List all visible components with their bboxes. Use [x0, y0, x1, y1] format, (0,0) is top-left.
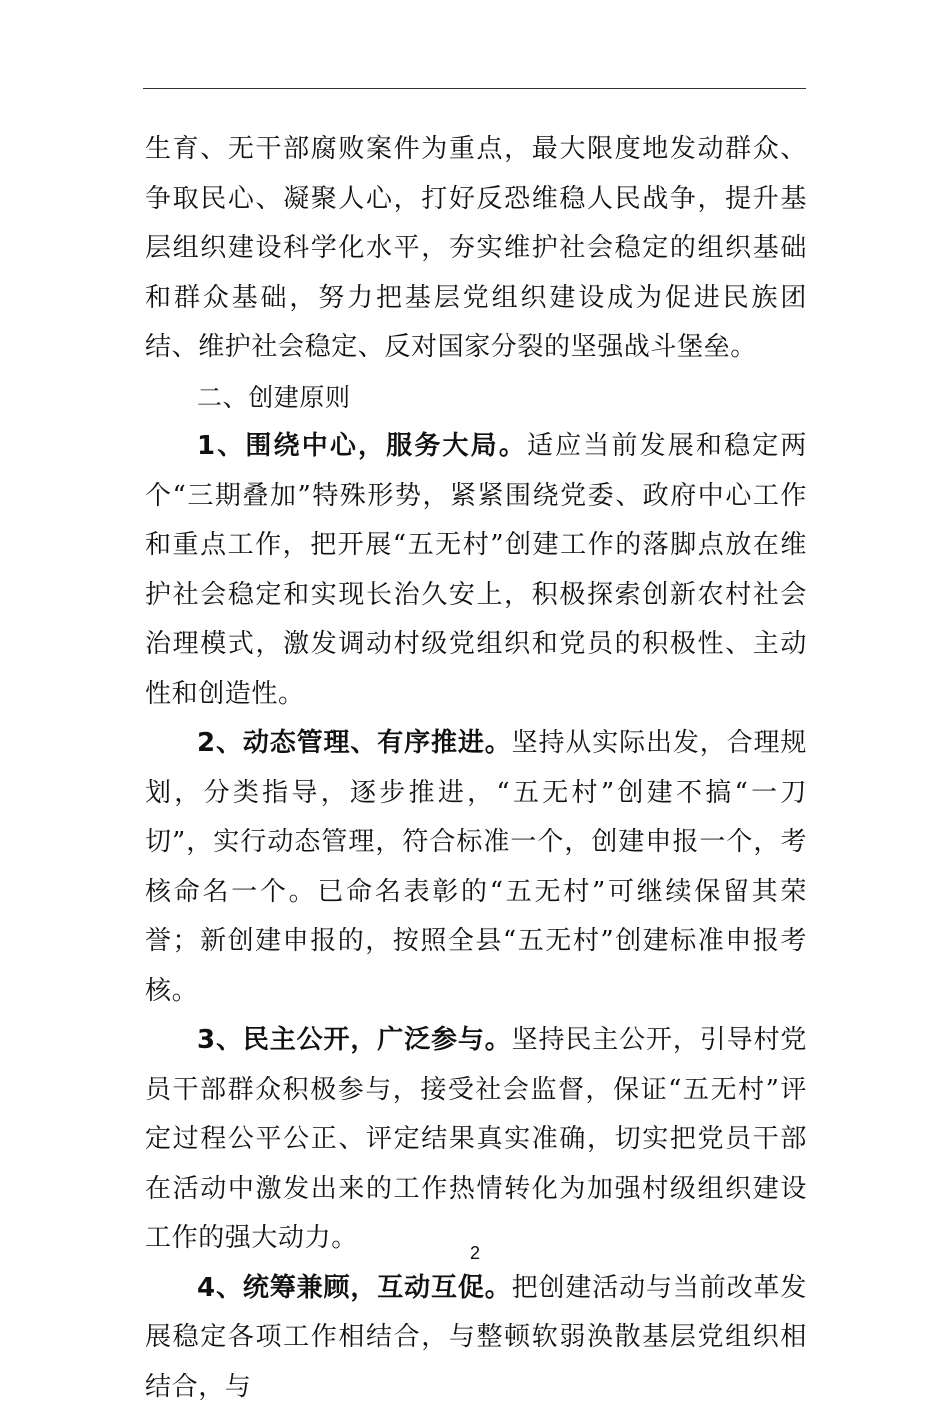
- principle-lead: 2、动态管理、有序推进。: [197, 728, 512, 758]
- principle-text: 适应当前发展和稳定两个“三期叠加”特殊形势，紧紧围绕党委、政府中心工作和重点工作，把开展“五无村”创建工作的落脚点放在维护社会稳定和实现长治久安上，积极探索创新农村社会治理模式，激发调动村级党组织和党员的积极性、主动性和创造性。: [145, 431, 807, 709]
- principle-paragraph-3: [145, 1016, 807, 1264]
- header-rule: [143, 88, 806, 89]
- principle-lead: 4、统筹兼顾，互动互促。: [197, 1273, 512, 1303]
- document-body: [145, 125, 807, 1412]
- section-heading: 二、创建原则: [145, 373, 807, 423]
- paragraph-text: 生育、无干部腐败案件为重点，最大限度地发动群众、争取民心、凝聚人心，打好反恐维稳人民战争，提升基层组织建设科学化水平，夯实维护社会稳定的组织基础和群众基础，努力把基层党组织建设成为促进民族团结、维护社会稳定、反对国家分裂的坚强战斗堡垒。: [145, 134, 807, 362]
- principle-text: 坚持从实际出发，合理规划，分类指导，逐步推进，“五无村”创建不搞“一刀切”，实行动态管理，符合标准一个，创建申报一个，考核命名一个。已命名表彰的“五无村”可继续保留其荣誉；新创建申报的，按照全县“五无村”创建标准申报考核。: [145, 728, 807, 1006]
- principle-paragraph-2: [145, 719, 807, 1016]
- page-number: 2: [0, 1243, 950, 1264]
- principle-paragraph-1: [145, 422, 807, 719]
- principle-lead: 3、民主公开，广泛参与。: [197, 1025, 512, 1055]
- principle-text: 坚持民主公开，引导村党员干部群众积极参与，接受社会监督，保证“五无村”评定过程公平公正、评定结果真实准确，切实把党员干部在活动中激发出来的工作热情转化为加强村级组织建设工作的强大动力。: [145, 1025, 807, 1253]
- paragraph-continuation: [145, 125, 807, 373]
- principle-text: 把创建活动与当前改革发展稳定各项工作相结合，与整顿软弱涣散基层党组织相结合，与: [145, 1273, 807, 1402]
- principle-paragraph-4: [145, 1264, 807, 1412]
- principle-lead: 1、围绕中心，服务大局。: [197, 431, 527, 461]
